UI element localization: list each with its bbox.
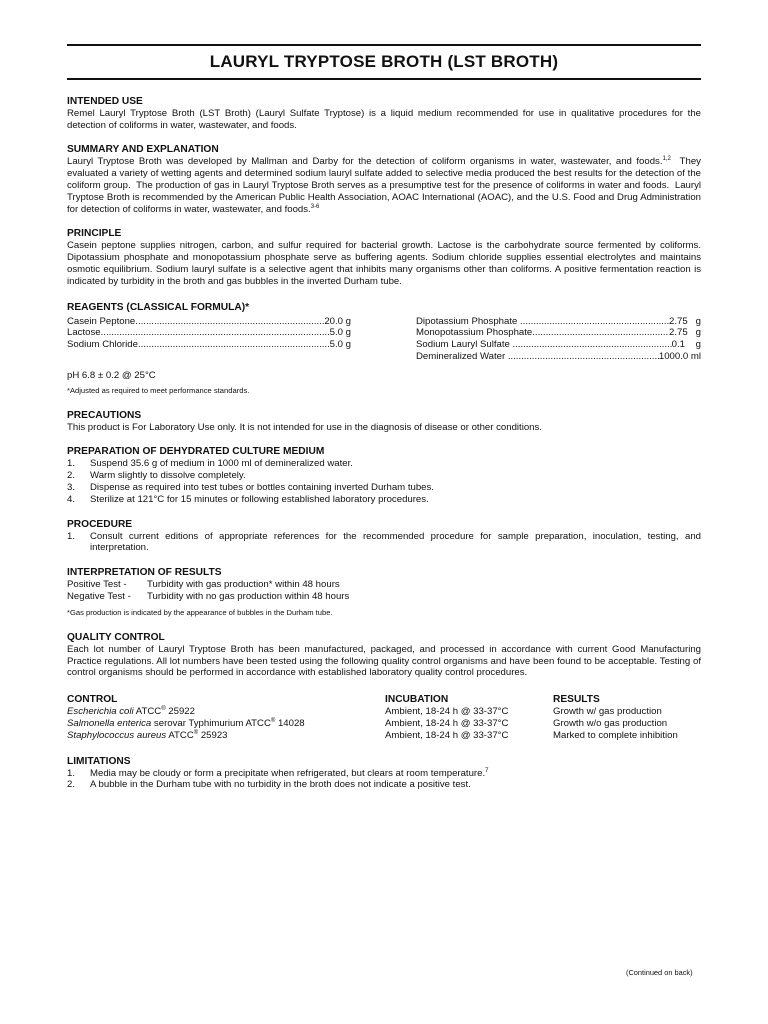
reagent-row [67, 339, 351, 351]
results-column-header: RESULTS [553, 694, 600, 706]
summary-text-b: They evaluated a variety of wetting agents and determined sodium lauryl sulfate added to selective media produced the best results for the detection of the coliform group. The production of gas in Lauryl Tryptose Broth serves as a presumptive test for the presence of coliforms in water and foods. Lauryl Tryptose Broth is recommended by the American Public Health Association, AOAC International (AOAC), and the U.S. Food and Drug Administration for detection of coliforms in water, wastewater, and foods. [67, 156, 704, 215]
procedure-steps [67, 531, 701, 555]
limitations-steps [67, 768, 701, 792]
result-value: Growth w/ gas production [553, 706, 662, 718]
limitations-section [67, 756, 701, 792]
incubation-value: Ambient, 18-24 h @ 33-37°C [385, 729, 509, 741]
interpretation-heading: INTERPRETATION OF RESULTS [67, 567, 222, 579]
reagents-section [67, 302, 701, 396]
reagent-leader [135, 316, 324, 328]
result-value: Marked to complete inhibition [553, 729, 678, 741]
interpretation-row [67, 591, 701, 603]
continued-note: (Continued on back) [626, 968, 693, 977]
precautions-heading: PRECAUTIONS [67, 409, 142, 421]
step-text: Consult current editions of appropriate references for the recommended procedure for sample preparation, inoculation, testing, and interpretation. [90, 530, 701, 554]
reagent-name: Casein Peptone [67, 315, 136, 327]
list-item [67, 458, 701, 470]
step-text: Warm slightly to dissolve completely. [90, 470, 246, 482]
interpretation-text: Turbidity with no gas production within 48 hours [147, 590, 350, 602]
summary-text [67, 156, 704, 215]
reagent-row [416, 316, 701, 328]
precautions-section [67, 410, 701, 434]
incubation-value: Ambient, 18-24 h @ 33-37°C [385, 706, 509, 718]
reagent-leader [532, 327, 669, 339]
reagent-name: Lactose [67, 327, 101, 339]
reagent-leader [138, 339, 330, 351]
list-item [67, 768, 701, 780]
reagent-name: Dipotassium Phosphate [416, 315, 520, 327]
registered-mark: ® [193, 729, 199, 736]
reagent-leader [101, 327, 330, 339]
organism-rest: serovar Typhimurium [151, 717, 244, 729]
reagent-value: 1000.0 ml [658, 350, 701, 362]
preparation-section [67, 446, 701, 505]
list-item [67, 531, 701, 555]
step-number: 1. [67, 767, 76, 779]
step-text [90, 768, 701, 780]
step-number: 1. [67, 530, 76, 542]
reagent-name: Demineralized Water [416, 350, 508, 362]
title-bottom-rule [67, 78, 701, 80]
reagents-ph: pH 6.8 ± 0.2 @ 25°C [67, 369, 156, 381]
reagents-columns [67, 316, 701, 363]
reagent-row [416, 327, 701, 339]
page-title: LAURYL TRYPTOSE BROTH (LST BROTH) [209, 52, 559, 71]
procedure-heading: PROCEDURE [67, 518, 133, 530]
quality-control-section [67, 632, 701, 742]
control-organism [67, 730, 385, 742]
quality-control-heading: QUALITY CONTROL [67, 631, 165, 643]
control-organism [67, 706, 385, 718]
step-text: Sterilize at 121°C for 15 minutes or following established laboratory procedures. [90, 493, 429, 505]
step-text: Dispense as required into test tubes or bottles containing inverted Durham tubes. [90, 481, 434, 493]
list-item [67, 779, 701, 791]
principle-heading: PRINCIPLE [67, 228, 122, 240]
reagent-value: 20.0 g [324, 315, 351, 327]
incubation-value: Ambient, 18-24 h @ 33-37°C [385, 717, 509, 729]
summary-ref-b: 3-6 [310, 203, 320, 210]
reagent-value: 5.0 g [329, 339, 351, 351]
reagent-name: Sodium Lauryl Sulfate [416, 339, 513, 351]
reagents-right-column [416, 316, 701, 363]
step-number: 2. [67, 779, 76, 791]
result-value: Growth w/o gas production [553, 717, 668, 729]
reagent-name: Monopotassium Phosphate [416, 327, 533, 339]
interpretation-label: Positive Test - [67, 579, 127, 591]
atcc-label: ATCC [166, 729, 194, 741]
summary-ref-a: 1,2 [662, 156, 671, 163]
reagent-value: 2.75 g [668, 315, 701, 327]
reagent-value: 0.1 g [671, 339, 701, 351]
organism-name: Staphylococcus aureus [67, 729, 167, 741]
control-column-header: CONTROL [67, 694, 118, 706]
reagents-heading: REAGENTS (CLASSICAL FORMULA)* [67, 301, 250, 313]
reagent-row [416, 339, 701, 351]
reagent-row [67, 327, 351, 339]
preparation-heading: PREPARATION OF DEHYDRATED CULTURE MEDIUM [67, 446, 325, 458]
step-text: Suspend 35.6 g of medium in 1000 ml of demineralized water. [90, 458, 353, 470]
quality-control-table [67, 693, 701, 741]
atcc-number: 25922 [165, 706, 195, 718]
precautions-text: This product is For Laboratory Use only. It is not intended for use in the diagnosis of disease or other conditions. [67, 421, 542, 433]
interpretation-footnote: *Gas production is indicated by the appearance of bubbles in the Durham tube. [67, 607, 333, 617]
interpretation-text: Turbidity with gas production* within 48 hours [147, 579, 340, 591]
reagents-footnote: *Adjusted as required to meet performance standards. [67, 385, 250, 395]
reagent-name: Sodium Chloride [67, 339, 138, 351]
reagent-leader [508, 351, 659, 363]
list-item [67, 494, 701, 506]
procedure-section [67, 519, 701, 555]
reagent-value: 5.0 g [329, 327, 351, 339]
organism-name: Escherichia coli [67, 706, 134, 718]
reagent-row [67, 316, 351, 328]
summary-section [67, 144, 704, 215]
limitation-ref: 7 [485, 767, 489, 774]
step-text [90, 779, 701, 791]
control-organism [67, 718, 385, 730]
reagent-leader [513, 339, 672, 351]
step-number: 2. [67, 470, 76, 482]
reagent-leader [520, 316, 669, 328]
limitation-text: Media may be cloudy or form a precipitate when refrigerated, but clears at room temperature. [90, 767, 486, 779]
reagents-left-column [67, 316, 351, 363]
step-number: 3. [67, 481, 76, 493]
intended-use-text: Remel Lauryl Tryptose Broth (LST Broth) (Lauryl Sulfate Tryptose) is a liquid medium recommended for use in qualitative procedures for the detection of coliforms in water, wastewater, and foods. [67, 107, 701, 131]
incubation-column-header: INCUBATION [385, 694, 449, 706]
principle-section [67, 228, 701, 287]
intended-use-section [67, 96, 701, 132]
quality-control-text: Each lot number of Lauryl Tryptose Broth has been manufactured, packaged, and processed in accordance with current Good Manufacturing Practice regulations. All lot numbers have been tested using the following quality control organisms and have been found to be acceptable. Testing of control organisms should be performed in accordance with established laboratory quality control procedures. [67, 643, 701, 679]
atcc-label: ATCC [133, 706, 162, 718]
atcc-number: 25923 [198, 729, 228, 741]
interpretation-section [67, 567, 701, 618]
atcc-label: ATCC [243, 717, 271, 729]
registered-mark: ® [161, 706, 166, 713]
organism-name: Salmonella enterica [67, 717, 152, 729]
interpretation-label: Negative Test - [67, 590, 131, 602]
step-number: 1. [67, 458, 76, 470]
list-item [67, 482, 701, 494]
reagent-value: 2.75 g [668, 327, 701, 339]
intended-use-heading: INTENDED USE [67, 95, 143, 107]
document-page [67, 44, 704, 791]
summary-heading: SUMMARY AND EXPLANATION [67, 144, 219, 156]
preparation-steps [67, 458, 701, 505]
interpretation-row [67, 579, 701, 591]
principle-text: Casein peptone supplies nitrogen, carbon, and sulfur required for bacterial growth. Lactose is the carbohydrate source fermented by coliforms. Dipotassium phosphate and monopotassium phosphate serve as buffering agents. Sodium chloride supplies essential electrolytes and maintains osmotic equilibrium. Sodium lauryl sulfate is a selective agent that inhibits many organisms other than coliforms. A positive fermentation reaction is indicated by turbidity in the broth and gas bubbles in the inverted Durham tube. [67, 240, 701, 287]
atcc-number: 14028 [275, 717, 305, 729]
summary-text-a: Lauryl Tryptose Broth was developed by Mallman and Darby for the detection of coliform organisms in water, wastewater, and foods. [67, 156, 663, 168]
limitations-heading: LIMITATIONS [67, 755, 131, 767]
limitation-text: A bubble in the Durham tube with no turbidity in the broth does not indicate a positive test. [90, 779, 471, 791]
list-item [67, 470, 701, 482]
step-number: 4. [67, 493, 76, 505]
reagent-row [416, 351, 701, 363]
registered-mark: ® [270, 717, 276, 724]
